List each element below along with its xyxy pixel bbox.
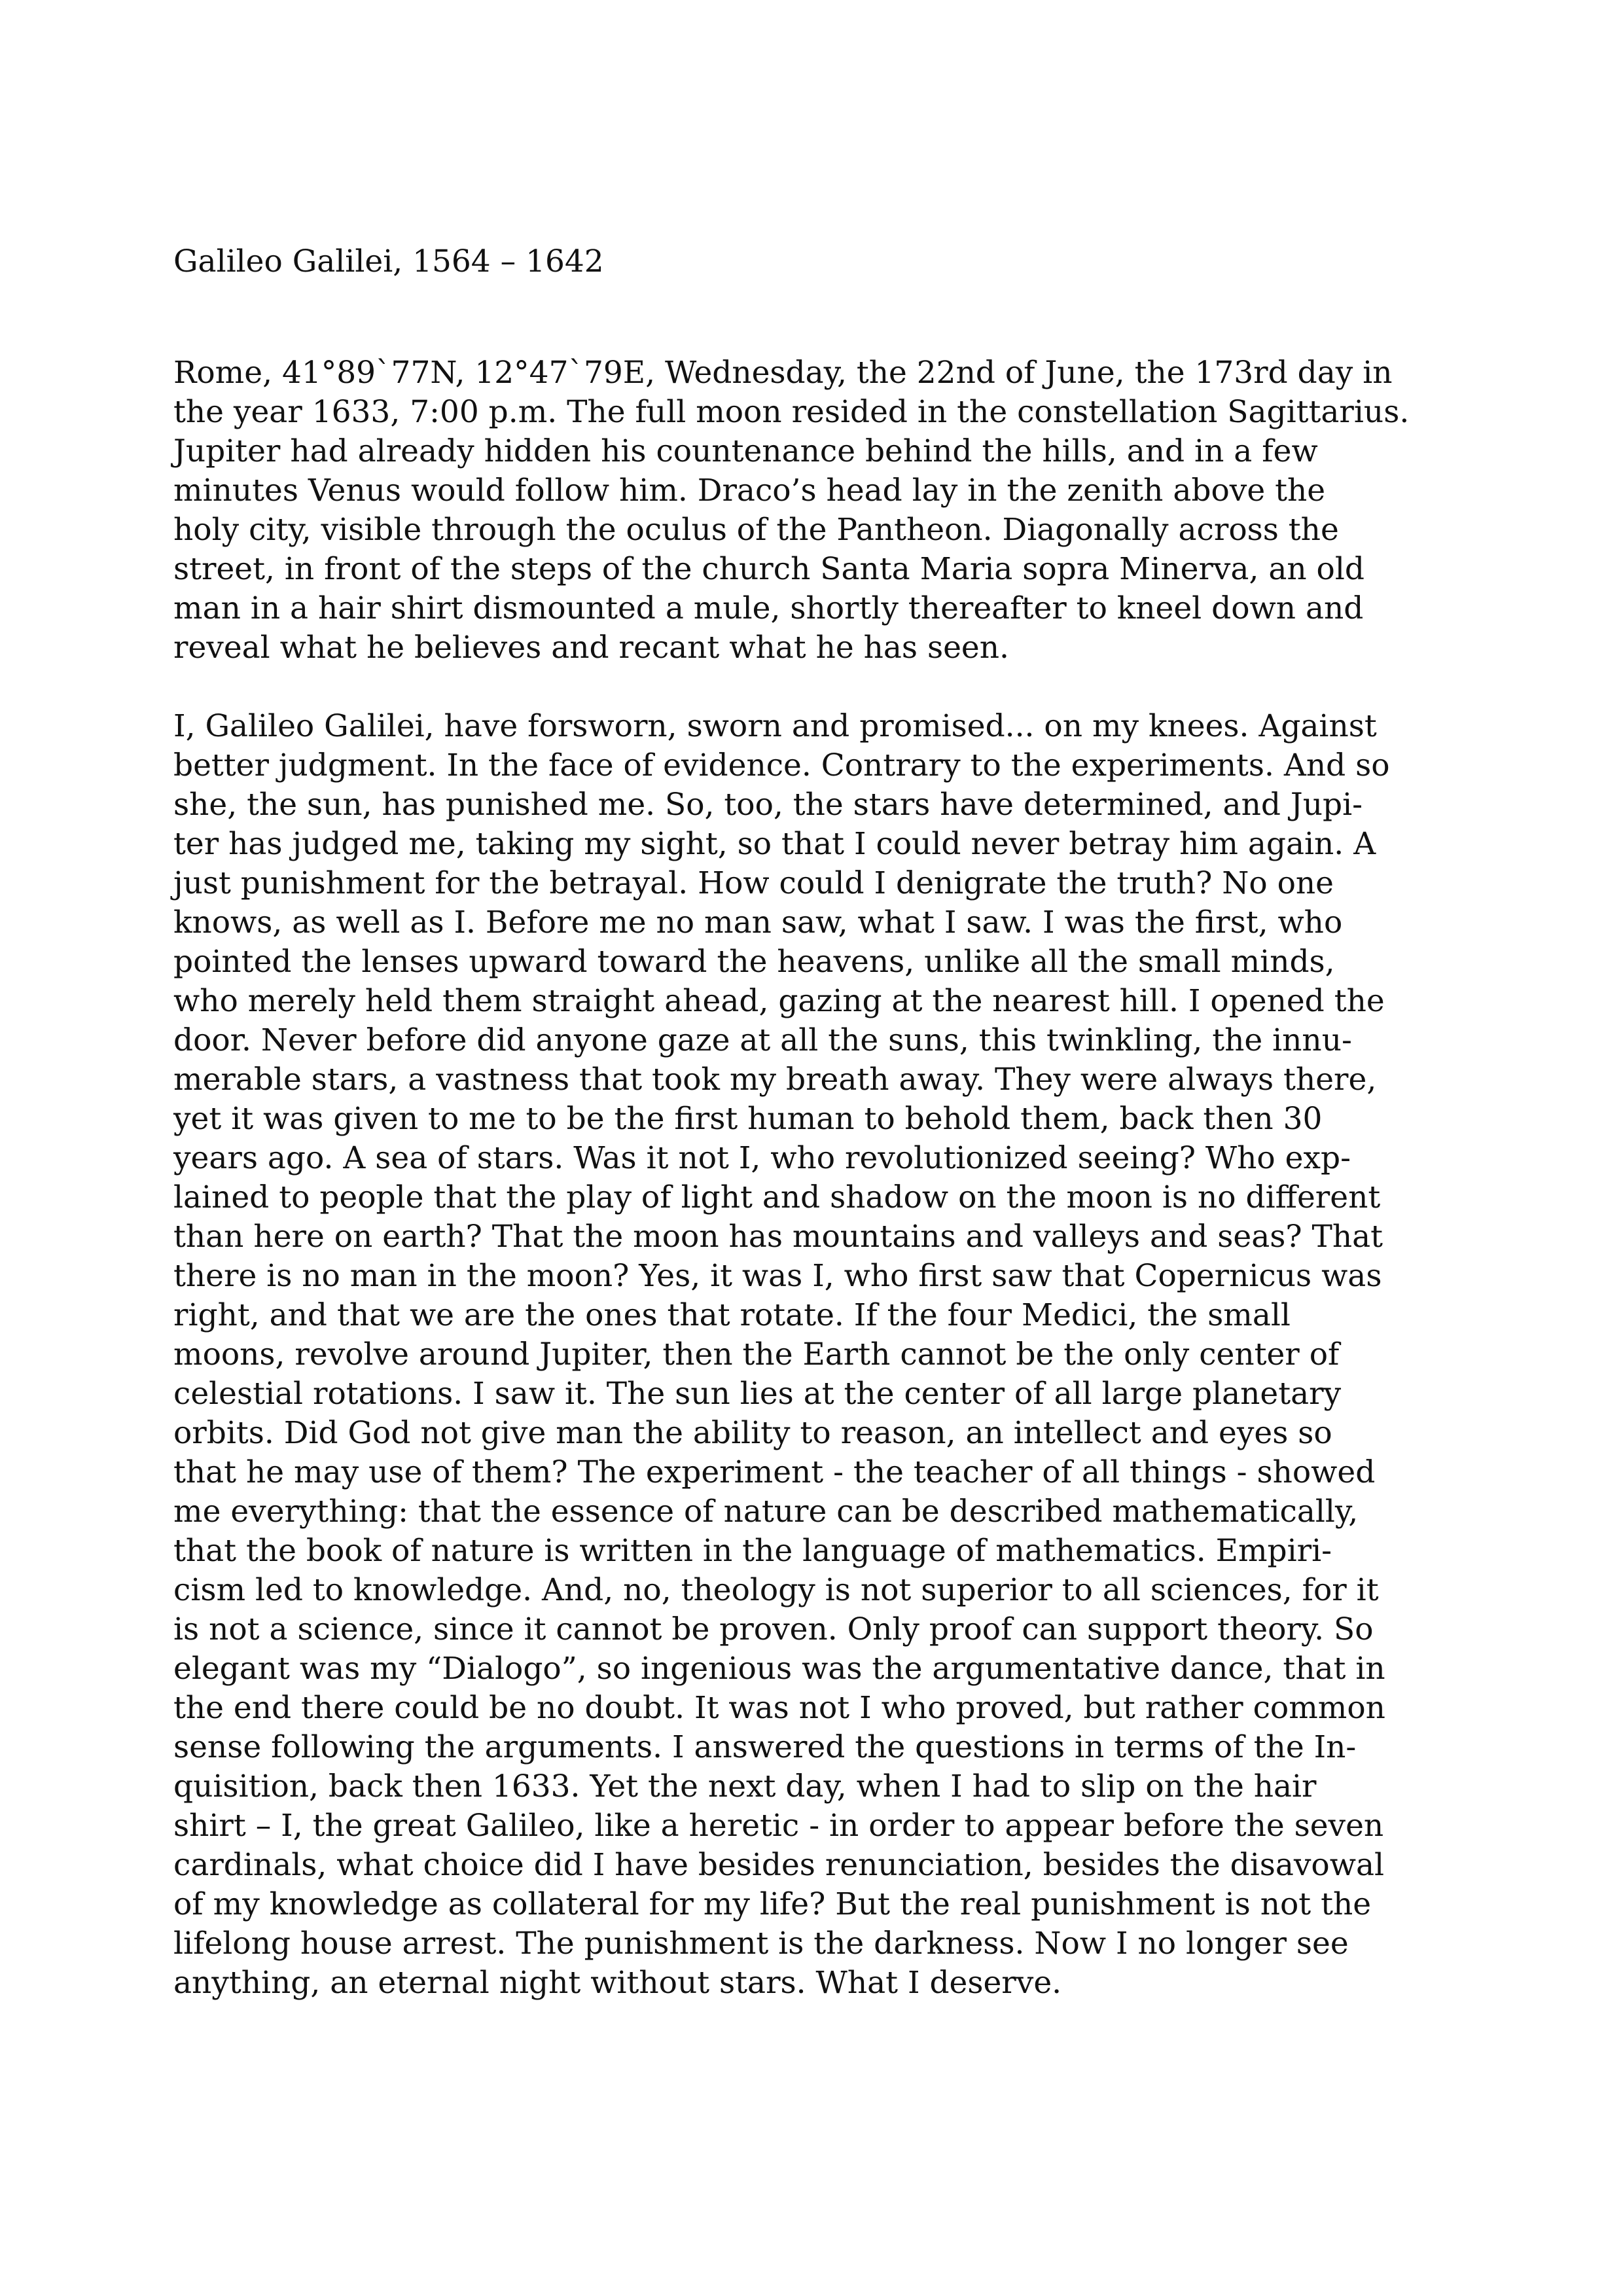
document-title: Galileo Galilei, 1564 – 1642 xyxy=(173,243,604,279)
paragraph-2 xyxy=(173,707,1482,2003)
paragraph-1 xyxy=(173,353,1482,668)
text-line: street, in front of the steps of the church Santa Maria sopra Minerva, an old xyxy=(173,551,1364,587)
text-line: sense following the arguments. I answered the questions in terms of the In- xyxy=(173,1729,1357,1765)
text-line: reveal what he believes and recant what he has seen. xyxy=(173,630,1009,666)
text-line: orbits. Did God not give man the ability to reason, an intellect and eyes so xyxy=(173,1415,1332,1451)
text-line: that the book of nature is written in the language of mathematics. Empiri- xyxy=(173,1533,1332,1569)
text-line: me everything: that the essence of nature can be described mathematically, xyxy=(173,1494,1359,1530)
text-line: the year 1633, 7:00 p.m. The full moon resided in the constellation Sagittarius. xyxy=(173,394,1410,430)
text-line: knows, as well as I. Before me no man saw, what I saw. I was the first, who xyxy=(173,905,1343,941)
text-line: cism led to knowledge. And, no, theology is not superior to all sciences, for it xyxy=(173,1572,1379,1608)
text-line: shirt – I, the great Galileo, like a heretic - in order to appear before the seven xyxy=(173,1808,1384,1844)
text-line: Jupiter had already hidden his countenance behind the hills, and in a few xyxy=(173,433,1318,469)
text-line: better judgment. In the face of evidence. Contrary to the experiments. And so xyxy=(173,747,1390,783)
text-line: quisition, back then 1633. Yet the next day, when I had to slip on the hair xyxy=(173,1768,1317,1804)
text-line: man in a hair shirt dismounted a mule, shortly thereafter to kneel down and xyxy=(173,590,1364,626)
text-line: cardinals, what choice did I have besides renunciation, besides the disavowal xyxy=(173,1847,1385,1883)
text-line: ter has judged me, taking my sight, so that I could never betray him again. A xyxy=(173,826,1376,862)
text-line: there is no man in the moon? Yes, it was I, who first saw that Copernicus was xyxy=(173,1258,1382,1294)
text-line: yet it was given to me to be the first human to behold them, back then 30 xyxy=(173,1101,1323,1137)
text-line: that he may use of them? The experiment - the teacher of all things - showed xyxy=(173,1454,1376,1490)
text-line: who merely held them straight ahead, gazing at the nearest hill. I opened the xyxy=(173,983,1385,1019)
text-line: moons, revolve around Jupiter, then the Earth cannot be the only center of xyxy=(173,1336,1340,1372)
text-line: merable stars, a vastness that took my breath away. They were always there, xyxy=(173,1062,1377,1098)
text-line: lifelong house arrest. The punishment is the darkness. Now I no longer see xyxy=(173,1926,1349,1962)
text-line: just punishment for the betrayal. How could I denigrate the truth? No one xyxy=(173,865,1334,901)
text-line: is not a science, since it cannot be proven. Only proof can support theory. So xyxy=(173,1611,1374,1647)
text-line: she, the sun, has punished me. So, too, the stars have determined, and Jupi- xyxy=(173,787,1363,823)
text-line: Rome, 41°89`77N, 12°47`79E, Wednesday, the 22nd of June, the 173rd day in xyxy=(173,355,1393,391)
text-line: right, and that we are the ones that rotate. If the four Medici, the small xyxy=(173,1297,1291,1333)
text-line: holy city, visible through the oculus of the Pantheon. Diagonally across the xyxy=(173,512,1339,548)
text-line: celestial rotations. I saw it. The sun lies at the center of all large planetary xyxy=(173,1376,1342,1412)
text-line: door. Never before did anyone gaze at all the suns, this twinkling, the innu- xyxy=(173,1022,1352,1058)
document-page xyxy=(173,242,1482,2042)
text-line: elegant was my “Dialogo”, so ingenious was the argumentative dance, that in xyxy=(173,1651,1385,1687)
text-line: than here on earth? That the moon has mountains and valleys and seas? That xyxy=(173,1219,1383,1255)
text-line: I, Galileo Galilei, have forsworn, sworn and promised... on my knees. Against xyxy=(173,708,1377,744)
text-line: the end there could be no doubt. It was not I who proved, but rather common xyxy=(173,1690,1385,1726)
text-line: years ago. A sea of stars. Was it not I, who revolutionized seeing? Who exp- xyxy=(173,1140,1351,1176)
text-line: lained to people that the play of light and shadow on the moon is no different xyxy=(173,1179,1381,1215)
text-line: pointed the lenses upward toward the heavens, unlike all the small minds, xyxy=(173,944,1335,980)
text-line: anything, an eternal night without stars. What I deserve. xyxy=(173,1965,1062,2001)
text-line: of my knowledge as collateral for my life? But the real punishment is not the xyxy=(173,1886,1372,1922)
text-line: minutes Venus would follow him. Draco’s head lay in the zenith above the xyxy=(173,473,1326,509)
